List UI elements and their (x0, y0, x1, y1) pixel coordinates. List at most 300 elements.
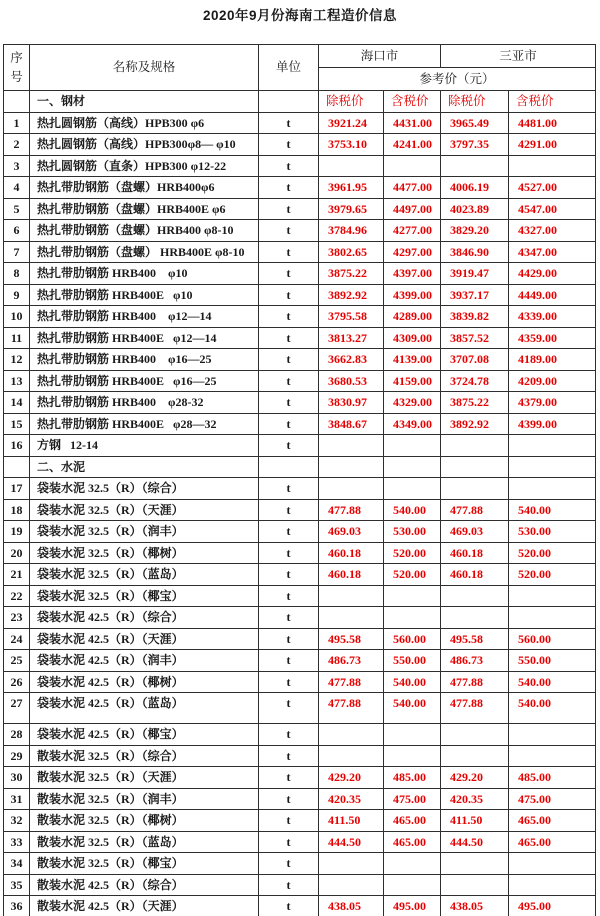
row-number: 26 (4, 671, 30, 693)
header-city-sanya: 三亚市 (441, 45, 596, 68)
haikou-extax-value: 469.03 (319, 521, 384, 543)
haikou-inctax-value: 4477.00 (384, 177, 441, 199)
sanya-inctax-value: 4429.00 (509, 263, 596, 285)
table-row (4, 263, 596, 285)
item-unit: t (259, 435, 319, 457)
table-row (4, 91, 596, 113)
haikou-inctax-value (384, 724, 441, 746)
sanya-inctax-value: 530.00 (509, 521, 596, 543)
item-unit: t (259, 671, 319, 693)
sanya-extax-value: 4023.89 (441, 198, 509, 220)
haikou-extax-value: 3892.92 (319, 284, 384, 306)
haikou-extax-value: 411.50 (319, 810, 384, 832)
item-name: 袋装水泥 42.5（R）（润丰） (30, 650, 259, 672)
haikou-extax-value: 460.18 (319, 542, 384, 564)
sanya-extax-value (441, 853, 509, 875)
table-row (4, 413, 596, 435)
table-row (4, 693, 596, 724)
item-unit: t (259, 220, 319, 242)
haikou-extax-value: 477.88 (319, 671, 384, 693)
table-row (4, 392, 596, 414)
sanya-extax-value: 3919.47 (441, 263, 509, 285)
item-unit: t (259, 370, 319, 392)
haikou-extax-value (319, 724, 384, 746)
sanya-inctax-value (509, 155, 596, 177)
row-number: 24 (4, 628, 30, 650)
haikou-extax-value (319, 435, 384, 457)
haikou-inctax-value: 4159.00 (384, 370, 441, 392)
sanya-inctax-value: 含税价 (509, 91, 596, 113)
sanya-inctax-value: 465.00 (509, 831, 596, 853)
item-name: 散装水泥 32.5（R）（天涯） (30, 767, 259, 789)
item-unit: t (259, 263, 319, 285)
haikou-inctax-value (384, 853, 441, 875)
row-number: 10 (4, 306, 30, 328)
haikou-inctax-value: 含税价 (384, 91, 441, 113)
haikou-extax-value: 486.73 (319, 650, 384, 672)
item-name: 袋装水泥 42.5（R）（综合） (30, 607, 259, 629)
haikou-extax-value: 3680.53 (319, 370, 384, 392)
haikou-inctax-value: 4241.00 (384, 134, 441, 156)
sanya-inctax-value: 4449.00 (509, 284, 596, 306)
table-row (4, 585, 596, 607)
table-row (4, 198, 596, 220)
item-unit: t (259, 564, 319, 586)
table-row (4, 564, 596, 586)
sanya-inctax-value: 4481.00 (509, 112, 596, 134)
sanya-extax-value: 495.58 (441, 628, 509, 650)
sanya-extax-value: 3839.82 (441, 306, 509, 328)
item-name: 热扎带肋钢筋 HRB400 φ12—14 (30, 306, 259, 328)
sanya-extax-value (441, 607, 509, 629)
table-row (4, 435, 596, 457)
haikou-extax-value: 420.35 (319, 788, 384, 810)
haikou-extax-value: 444.50 (319, 831, 384, 853)
item-name: 袋装水泥 32.5（R）（椰宝） (30, 585, 259, 607)
item-name: 散装水泥 42.5（R）（天涯） (30, 896, 259, 916)
haikou-extax-value: 3802.65 (319, 241, 384, 263)
haikou-extax-value: 3961.95 (319, 177, 384, 199)
item-unit: t (259, 478, 319, 500)
sanya-inctax-value (509, 456, 596, 478)
item-unit: t (259, 284, 319, 306)
sanya-inctax-value: 495.00 (509, 896, 596, 916)
sanya-inctax-value: 485.00 (509, 767, 596, 789)
sanya-extax-value: 411.50 (441, 810, 509, 832)
item-unit: t (259, 134, 319, 156)
row-number: 17 (4, 478, 30, 500)
item-name: 袋装水泥 32.5（R）（天涯） (30, 499, 259, 521)
sanya-extax-value: 469.03 (441, 521, 509, 543)
haikou-inctax-value: 485.00 (384, 767, 441, 789)
sanya-extax-value: 3965.49 (441, 112, 509, 134)
haikou-extax-value: 3921.24 (319, 112, 384, 134)
table-row (4, 134, 596, 156)
haikou-inctax-value: 560.00 (384, 628, 441, 650)
haikou-inctax-value: 530.00 (384, 521, 441, 543)
sanya-inctax-value (509, 585, 596, 607)
haikou-inctax-value: 4399.00 (384, 284, 441, 306)
haikou-extax-value: 除税价 (319, 91, 384, 113)
table-row (4, 220, 596, 242)
item-unit: t (259, 650, 319, 672)
item-name: 热扎圆钢筋（高线）HPB300 φ6 (30, 112, 259, 134)
item-name: 热扎带肋钢筋（盘螺）HRB400φ6 (30, 177, 259, 199)
haikou-extax-value: 495.58 (319, 628, 384, 650)
item-unit: t (259, 499, 319, 521)
item-name: 袋装水泥 42.5（R）（蓝岛） (30, 693, 259, 724)
sanya-extax-value: 477.88 (441, 671, 509, 693)
haikou-inctax-value: 4349.00 (384, 413, 441, 435)
table-row (4, 788, 596, 810)
row-number: 22 (4, 585, 30, 607)
sanya-extax-value: 3857.52 (441, 327, 509, 349)
sanya-extax-value (441, 435, 509, 457)
header-row-cities (4, 45, 596, 68)
sanya-inctax-value: 4527.00 (509, 177, 596, 199)
sanya-inctax-value: 550.00 (509, 650, 596, 672)
sanya-extax-value (441, 478, 509, 500)
haikou-inctax-value: 495.00 (384, 896, 441, 916)
item-unit: t (259, 628, 319, 650)
sanya-extax-value: 477.88 (441, 499, 509, 521)
haikou-extax-value: 3795.58 (319, 306, 384, 328)
sanya-inctax-value (509, 478, 596, 500)
table-row (4, 650, 596, 672)
item-name: 袋装水泥 32.5（R）（综合） (30, 478, 259, 500)
table-row (4, 745, 596, 767)
row-number: 33 (4, 831, 30, 853)
table-row (4, 896, 596, 916)
table-row (4, 607, 596, 629)
sanya-inctax-value (509, 724, 596, 746)
haikou-extax-value (319, 607, 384, 629)
item-unit: t (259, 349, 319, 371)
sanya-extax-value: 444.50 (441, 831, 509, 853)
item-name: 袋装水泥 42.5（R）（椰树） (30, 671, 259, 693)
item-name: 袋装水泥 32.5（R）（椰树） (30, 542, 259, 564)
sanya-extax-value: 除税价 (441, 91, 509, 113)
item-unit: t (259, 896, 319, 916)
row-number: 9 (4, 284, 30, 306)
sanya-extax-value: 3724.78 (441, 370, 509, 392)
haikou-inctax-value: 465.00 (384, 810, 441, 832)
row-number: 32 (4, 810, 30, 832)
sanya-extax-value: 420.35 (441, 788, 509, 810)
table-row (4, 671, 596, 693)
item-name: 散装水泥 32.5（R）（蓝岛） (30, 831, 259, 853)
item-name: 散装水泥 42.5（R）（综合） (30, 874, 259, 896)
sanya-inctax-value: 475.00 (509, 788, 596, 810)
sanya-inctax-value (509, 607, 596, 629)
haikou-extax-value: 3979.65 (319, 198, 384, 220)
item-unit: t (259, 745, 319, 767)
item-name: 散装水泥 32.5（R）（综合） (30, 745, 259, 767)
haikou-inctax-value: 520.00 (384, 542, 441, 564)
row-number: 8 (4, 263, 30, 285)
page-title: 2020年9月份海南工程造价信息 (202, 8, 398, 23)
table-row (4, 177, 596, 199)
table-row (4, 370, 596, 392)
item-name: 热扎带肋钢筋 HRB400E φ16—25 (30, 370, 259, 392)
item-name: 一、钢材 (30, 91, 259, 113)
row-number: 36 (4, 896, 30, 916)
table-row (4, 306, 596, 328)
item-name: 热扎圆钢筋（直条）HPB300 φ12-22 (30, 155, 259, 177)
row-number: 19 (4, 521, 30, 543)
item-name: 袋装水泥 42.5（R）（椰宝） (30, 724, 259, 746)
item-name: 袋装水泥 32.5（R）（润丰） (30, 521, 259, 543)
sanya-extax-value: 3875.22 (441, 392, 509, 414)
table-row (4, 155, 596, 177)
haikou-inctax-value (384, 745, 441, 767)
row-number: 6 (4, 220, 30, 242)
haikou-extax-value: 3848.67 (319, 413, 384, 435)
row-number: 29 (4, 745, 30, 767)
haikou-extax-value: 3784.96 (319, 220, 384, 242)
header-seq-number: 序号 (4, 45, 30, 91)
sanya-extax-value (441, 874, 509, 896)
sanya-extax-value (441, 155, 509, 177)
haikou-inctax-value: 4309.00 (384, 327, 441, 349)
item-name: 热扎带肋钢筋 HRB400 φ28-32 (30, 392, 259, 414)
row-number: 27 (4, 693, 30, 724)
row-number: 15 (4, 413, 30, 435)
item-unit: t (259, 788, 319, 810)
item-name: 散装水泥 32.5（R）（润丰） (30, 788, 259, 810)
sanya-inctax-value: 4379.00 (509, 392, 596, 414)
sanya-inctax-value: 560.00 (509, 628, 596, 650)
item-unit: t (259, 327, 319, 349)
row-number: 3 (4, 155, 30, 177)
header-name-spec: 名称及规格 (30, 45, 259, 91)
item-unit: t (259, 198, 319, 220)
table-row (4, 724, 596, 746)
haikou-extax-value: 3830.97 (319, 392, 384, 414)
haikou-inctax-value: 540.00 (384, 499, 441, 521)
row-number: 4 (4, 177, 30, 199)
haikou-extax-value (319, 478, 384, 500)
row-number: 14 (4, 392, 30, 414)
haikou-extax-value (319, 874, 384, 896)
haikou-inctax-value: 520.00 (384, 564, 441, 586)
item-name: 热扎带肋钢筋 HRB400E φ10 (30, 284, 259, 306)
item-unit: t (259, 542, 319, 564)
sanya-extax-value: 3829.20 (441, 220, 509, 242)
item-unit: t (259, 585, 319, 607)
haikou-extax-value: 429.20 (319, 767, 384, 789)
row-number: 21 (4, 564, 30, 586)
haikou-inctax-value: 4139.00 (384, 349, 441, 371)
sanya-extax-value: 4006.19 (441, 177, 509, 199)
item-name: 热扎带肋钢筋（盘螺） HRB400E φ8-10 (30, 241, 259, 263)
haikou-inctax-value: 4297.00 (384, 241, 441, 263)
row-number: 30 (4, 767, 30, 789)
price-table-body (4, 91, 596, 916)
sanya-inctax-value: 520.00 (509, 564, 596, 586)
item-name: 二、水泥 (30, 456, 259, 478)
sanya-inctax-value (509, 435, 596, 457)
item-name: 热扎圆钢筋（高线）HPB300φ8— φ10 (30, 134, 259, 156)
row-number: 1 (4, 112, 30, 134)
item-name: 袋装水泥 32.5（R）（蓝岛） (30, 564, 259, 586)
item-unit: t (259, 413, 319, 435)
haikou-inctax-value (384, 155, 441, 177)
table-row (4, 478, 596, 500)
haikou-extax-value (319, 745, 384, 767)
row-number: 18 (4, 499, 30, 521)
row-number: 2 (4, 134, 30, 156)
item-name: 热扎带肋钢筋 HRB400E φ12—14 (30, 327, 259, 349)
item-unit: t (259, 521, 319, 543)
sanya-inctax-value: 4189.00 (509, 349, 596, 371)
item-unit: t (259, 724, 319, 746)
sanya-inctax-value (509, 745, 596, 767)
table-row (4, 327, 596, 349)
sanya-inctax-value (509, 874, 596, 896)
sanya-inctax-value: 540.00 (509, 499, 596, 521)
sanya-inctax-value: 4359.00 (509, 327, 596, 349)
item-unit: t (259, 831, 319, 853)
haikou-inctax-value: 465.00 (384, 831, 441, 853)
haikou-inctax-value (384, 585, 441, 607)
table-row (4, 284, 596, 306)
row-number (4, 456, 30, 478)
item-name: 热扎带肋钢筋（盘螺）HRB400E φ6 (30, 198, 259, 220)
item-name: 散装水泥 32.5（R）（椰宝） (30, 853, 259, 875)
haikou-extax-value: 3875.22 (319, 263, 384, 285)
sanya-extax-value: 3892.92 (441, 413, 509, 435)
header-reference-price: 参考价（元） (319, 68, 596, 91)
haikou-extax-value (319, 853, 384, 875)
price-table (3, 44, 596, 916)
sanya-extax-value (441, 724, 509, 746)
item-unit: t (259, 392, 319, 414)
header-city-haikou: 海口市 (319, 45, 441, 68)
item-unit: t (259, 810, 319, 832)
sanya-inctax-value: 4209.00 (509, 370, 596, 392)
row-number: 16 (4, 435, 30, 457)
haikou-inctax-value: 540.00 (384, 693, 441, 724)
item-name: 热扎带肋钢筋 HRB400 φ16—25 (30, 349, 259, 371)
haikou-extax-value: 477.88 (319, 499, 384, 521)
sanya-inctax-value: 4399.00 (509, 413, 596, 435)
haikou-extax-value (319, 456, 384, 478)
sanya-extax-value: 3797.35 (441, 134, 509, 156)
row-number: 31 (4, 788, 30, 810)
table-row (4, 767, 596, 789)
table-row (4, 349, 596, 371)
sanya-extax-value: 3707.08 (441, 349, 509, 371)
item-unit: t (259, 767, 319, 789)
item-unit: t (259, 607, 319, 629)
row-number: 35 (4, 874, 30, 896)
item-unit (259, 91, 319, 113)
table-row (4, 874, 596, 896)
haikou-extax-value (319, 155, 384, 177)
haikou-inctax-value: 4497.00 (384, 198, 441, 220)
row-number: 23 (4, 607, 30, 629)
sanya-extax-value: 3937.17 (441, 284, 509, 306)
sanya-extax-value (441, 456, 509, 478)
haikou-inctax-value (384, 456, 441, 478)
item-unit: t (259, 693, 319, 724)
haikou-inctax-value: 4431.00 (384, 112, 441, 134)
sanya-inctax-value: 540.00 (509, 671, 596, 693)
haikou-inctax-value (384, 435, 441, 457)
row-number: 12 (4, 349, 30, 371)
row-number: 34 (4, 853, 30, 875)
sanya-inctax-value: 4327.00 (509, 220, 596, 242)
haikou-extax-value: 460.18 (319, 564, 384, 586)
haikou-inctax-value: 475.00 (384, 788, 441, 810)
table-row (4, 241, 596, 263)
row-number: 28 (4, 724, 30, 746)
haikou-extax-value: 3662.83 (319, 349, 384, 371)
item-unit: t (259, 241, 319, 263)
sanya-inctax-value: 4339.00 (509, 306, 596, 328)
table-row (4, 853, 596, 875)
haikou-inctax-value (384, 478, 441, 500)
sanya-extax-value (441, 745, 509, 767)
sanya-inctax-value: 4291.00 (509, 134, 596, 156)
item-unit: t (259, 853, 319, 875)
sanya-extax-value: 438.05 (441, 896, 509, 916)
haikou-inctax-value: 4277.00 (384, 220, 441, 242)
table-row (4, 628, 596, 650)
sanya-inctax-value: 4547.00 (509, 198, 596, 220)
item-unit: t (259, 874, 319, 896)
header-unit: 单位 (259, 45, 319, 91)
row-number: 7 (4, 241, 30, 263)
haikou-extax-value: 3813.27 (319, 327, 384, 349)
haikou-extax-value (319, 585, 384, 607)
table-row (4, 499, 596, 521)
sanya-extax-value (441, 585, 509, 607)
sanya-inctax-value (509, 853, 596, 875)
haikou-inctax-value: 4289.00 (384, 306, 441, 328)
item-name: 方钢 12-14 (30, 435, 259, 457)
item-unit (259, 456, 319, 478)
sanya-extax-value: 460.18 (441, 542, 509, 564)
table-row (4, 831, 596, 853)
sanya-extax-value: 3846.90 (441, 241, 509, 263)
row-number: 5 (4, 198, 30, 220)
sanya-inctax-value: 465.00 (509, 810, 596, 832)
haikou-extax-value: 438.05 (319, 896, 384, 916)
sanya-inctax-value: 520.00 (509, 542, 596, 564)
table-row (4, 542, 596, 564)
row-number (4, 91, 30, 113)
sanya-extax-value: 486.73 (441, 650, 509, 672)
haikou-extax-value: 3753.10 (319, 134, 384, 156)
haikou-inctax-value (384, 607, 441, 629)
sanya-inctax-value: 4347.00 (509, 241, 596, 263)
table-row (4, 456, 596, 478)
price-table-header (4, 45, 596, 91)
item-name: 热扎带肋钢筋 HRB400E φ28—32 (30, 413, 259, 435)
table-row (4, 112, 596, 134)
item-unit: t (259, 306, 319, 328)
row-number: 13 (4, 370, 30, 392)
sanya-inctax-value: 540.00 (509, 693, 596, 724)
item-name: 袋装水泥 42.5（R）（天涯） (30, 628, 259, 650)
table-row (4, 810, 596, 832)
item-name: 热扎带肋钢筋（盘螺）HRB400 φ8-10 (30, 220, 259, 242)
item-unit: t (259, 155, 319, 177)
haikou-inctax-value: 550.00 (384, 650, 441, 672)
item-name: 散装水泥 32.5（R）（椰树） (30, 810, 259, 832)
